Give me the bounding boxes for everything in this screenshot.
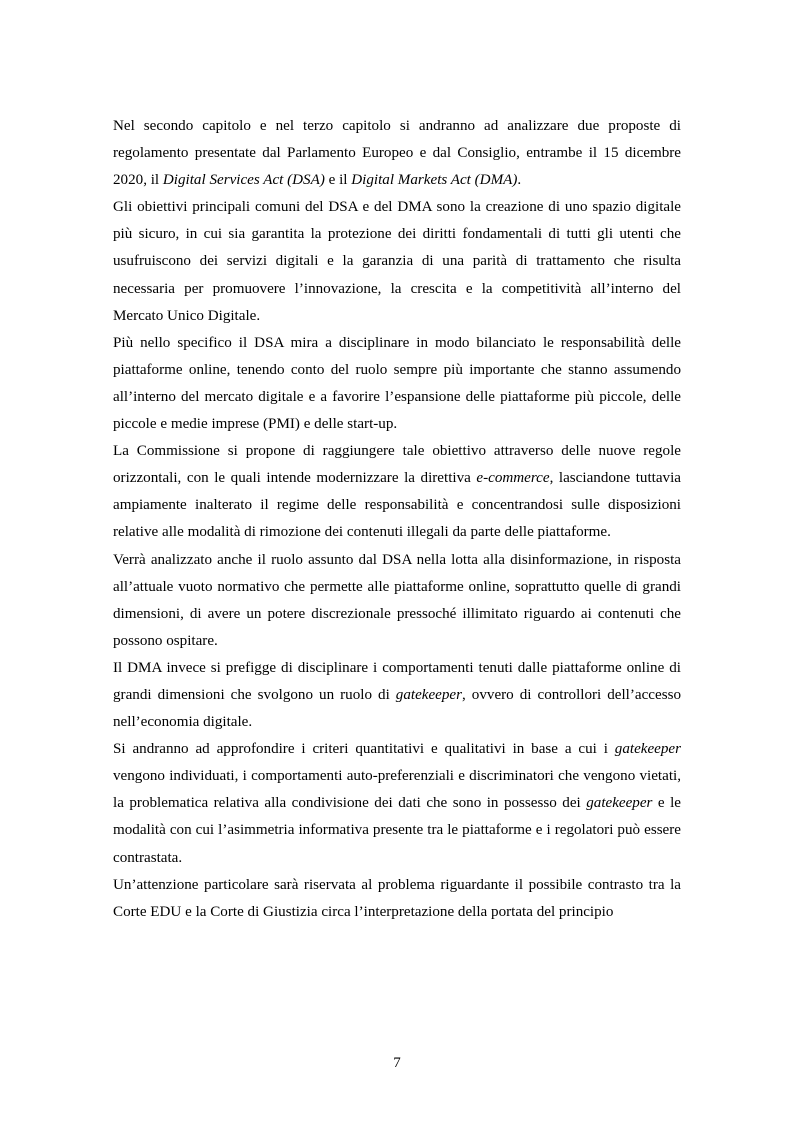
paragraph: Il DMA invece si prefigge di disciplinare i comportamenti tenuti dalle piattaforme online di grandi dimensioni che svolgono un ruolo di gatekeeper, ovvero di controllori dell’accesso nell’economia digitale. (113, 659, 681, 731)
paragraph: Nel secondo capitolo e nel terzo capitolo si andranno ad analizzare due proposte di regolamento presentate dal Parlamento Europeo e dal Consiglio, entrambe il 15 dicembre 2020, il Digital Services Act (DSA) e il Digital Markets Act (DMA). (113, 118, 681, 189)
page-number: 7 (393, 1055, 401, 1071)
paragraph: Più nello specifico il DSA mira a disciplinare in modo bilanciato le responsabilità delle piattaforme online, tenendo conto del ruolo sempre più importante che stanno assumendo all’interno del mercato digitale e a favorire l’espansione delle piattaforme più piccole, delle piccole e medie imprese (PMI) e delle start-up. (113, 334, 681, 433)
paragraph: Verrà analizzato anche il ruolo assunto dal DSA nella lotta alla disinformazione, in risposta all’attuale vuoto normativo che permette alle piattaforme online, soprattutto quelle di grandi dimensioni, di avere un potere discrezionale pressoché illimitato riguardo ai contenuti che possono ospitare. (113, 551, 681, 649)
paragraph: La Commissione si propone di raggiungere tale obiettivo attraverso delle nuove regole orizzontali, con le quali intende modernizzare la direttiva e-commerce, lasciandone tuttavia ampiamente inalterato il regime delle responsabilità e concentrandosi sulle disposizioni relative alle modalità di rimozione dei contenuti illegali da parte delle piattaforme. (113, 443, 681, 541)
paragraph: Un’attenzione particolare sarà riservata al problema riguardante il possibile contrasto tra la Corte EDU e la Corte di Giustizia circa l’interpretazione della portata del principio (113, 876, 681, 920)
paragraph: Gli obiettivi principali comuni del DSA e del DMA sono la creazione di uno spazio digitale più sicuro, in cui sia garantita la protezione dei diritti fondamentali di tutti gli utenti che usufruiscono dei servizi digitali e la garanzia di una parità di trattamento che risulta necessaria per promuovere l’innovazione, la crescita e la competitività all’interno del Mercato Unico Digitale. (113, 199, 681, 324)
body-text (113, 113, 681, 926)
paragraph: Si andranno ad approfondire i criteri quantitativi e qualitativi in base a cui i gatekeeper vengono individuati, i comportamenti auto-preferenziali e discriminatori che vengono vietati, la problematica relativa alla condivisione dei dati che sono in possesso dei gatekeeper e le modalità con cui l’asimmetria informativa presente tra le piattaforme e i regolatori può essere contrastata. (113, 741, 681, 866)
